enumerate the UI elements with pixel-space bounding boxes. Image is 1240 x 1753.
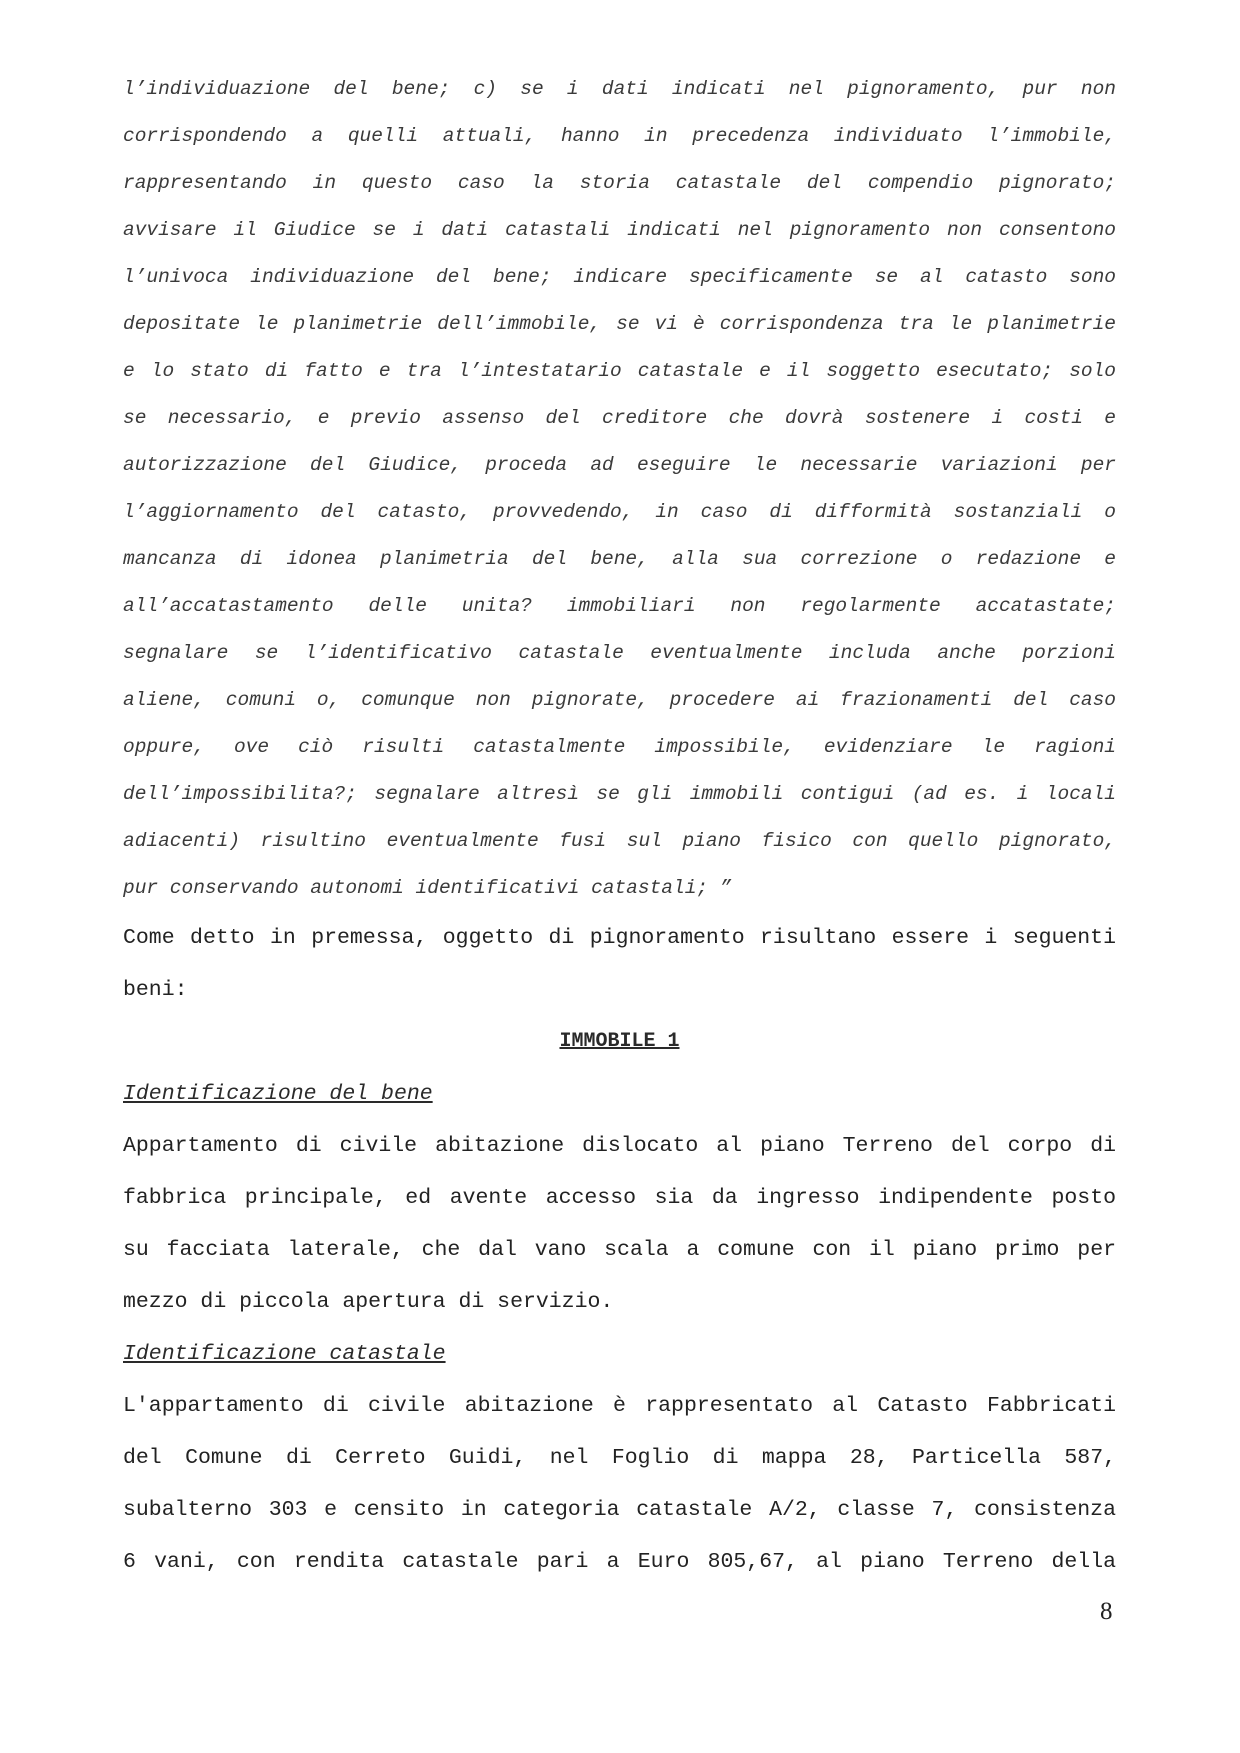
paragraph-identificazione-catastale <box>123 1380 1116 1588</box>
quote-line: mancanza di idonea planimetria del bene, alla sua correzione o redazione e <box>123 548 1116 570</box>
quote-line: dell’impossibilita?; segnalare altresì se gli immobili contigui (ad es. i locali <box>123 783 1116 805</box>
quoted-instructions <box>123 66 1116 912</box>
quote-line: pur conservando autonomi identificativi catastali; ” <box>123 877 732 899</box>
body-line: del Comune di Cerreto Guidi, nel Foglio di mappa 28, Particella 587, <box>123 1446 1116 1470</box>
quote-line: all’accatastamento delle unita? immobiliari non regolarmente accatastate; <box>123 595 1116 617</box>
body-line: Come detto in premessa, oggetto di pignoramento risultano essere i seguenti <box>123 926 1116 950</box>
intro-paragraph <box>123 912 1116 1016</box>
body-line: Appartamento di civile abitazione dislocato al piano Terreno del corpo di <box>123 1134 1116 1158</box>
document-page <box>123 66 1116 1588</box>
body-line: subalterno 303 e censito in categoria catastale A/2, classe 7, consistenza <box>123 1498 1116 1522</box>
quote-line: l’individuazione del bene; c) se i dati indicati nel pignoramento, pur non <box>123 78 1116 100</box>
quote-line: segnalare se l’identificativo catastale eventualmente includa anche porzioni <box>123 642 1116 664</box>
quote-line: l’aggiornamento del catasto, provvedendo, in caso di difformità sostanziali o <box>123 501 1116 523</box>
body-line: mezzo di piccola apertura di servizio. <box>123 1290 614 1314</box>
quote-line: autorizzazione del Giudice, proceda ad eseguire le necessarie variazioni per <box>123 454 1116 476</box>
quote-line: l’univoca individuazione del bene; indicare specificamente se al catasto sono <box>123 266 1116 288</box>
section-heading: IMMOBILE 1 <box>559 1030 680 1053</box>
quote-line: aliene, comuni o, comunque non pignorate, procedere ai frazionamenti del caso <box>123 689 1116 711</box>
subheading-identificazione-bene: Identificazione del bene <box>123 1082 433 1106</box>
quote-line: se necessario, e previo assenso del creditore che dovrà sostenere i costi e <box>123 407 1116 429</box>
quote-line: avvisare il Giudice se i dati catastali indicati nel pignoramento non consentono <box>123 219 1116 241</box>
paragraph-identificazione-bene <box>123 1120 1116 1328</box>
body-line: L'appartamento di civile abitazione è rappresentato al Catasto Fabbricati <box>123 1394 1116 1418</box>
quote-line: e lo stato di fatto e tra l’intestatario catastale e il soggetto esecutato; solo <box>123 360 1116 382</box>
subheading-identificazione-catastale: Identificazione catastale <box>123 1342 446 1366</box>
quote-line: corrispondendo a quelli attuali, hanno in precedenza individuato l’immobile, <box>123 125 1116 147</box>
quote-line: oppure, ove ciò risulti catastalmente impossibile, evidenziare le ragioni <box>123 736 1116 758</box>
quote-line: depositate le planimetrie dell’immobile, se vi è corrispondenza tra le planimetrie <box>123 313 1116 335</box>
body-line: 6 vani, con rendita catastale pari a Euro 805,67, al piano Terreno della <box>123 1550 1116 1574</box>
quote-line: adiacenti) risultino eventualmente fusi sul piano fisico con quello pignorato, <box>123 830 1116 852</box>
body-line: fabbrica principale, ed avente accesso sia da ingresso indipendente posto <box>123 1186 1116 1210</box>
body-line: su facciata laterale, che dal vano scala a comune con il piano primo per <box>123 1238 1116 1262</box>
body-line: beni: <box>123 978 188 1002</box>
quote-line: rappresentando in questo caso la storia catastale del compendio pignorato; <box>123 172 1116 194</box>
page-number: 8 <box>1100 1598 1113 1625</box>
